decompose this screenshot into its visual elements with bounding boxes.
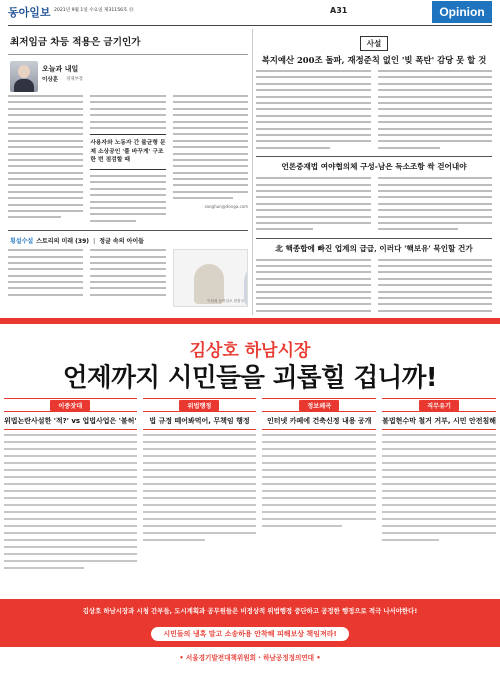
ad-sponsor: • 서울경기발전대책위원회 · 하남공정정의연대 • bbox=[179, 654, 321, 662]
ad-bottom-pill: 시민들의 냉혹 말고 소송하용 안착해 피해보상 책임져라! bbox=[0, 621, 500, 641]
section-badge: Opinion bbox=[432, 1, 492, 23]
ad-bottom-statement: 김상호 하남시장과 시청 간부들, 도시계획과 공무원들은 비정상적 위법행정 중단하고 공정한 행정으로 적극 나서야한다! bbox=[82, 607, 418, 615]
divider bbox=[8, 230, 248, 231]
cartoon-series: 스토리의 미래 bbox=[36, 238, 74, 246]
page-number: A31 bbox=[330, 6, 348, 15]
opinion-column bbox=[8, 29, 248, 315]
ad-top-bar bbox=[0, 318, 500, 324]
ad-category: 정보왜곡 bbox=[262, 398, 376, 412]
ad-bottom-banner bbox=[0, 599, 500, 647]
ad-category: 직무유기 bbox=[382, 398, 496, 412]
cartoon-title-bar: 횡설수설 스토리의 미래 (39) | 정글 속의 아이들 bbox=[10, 238, 144, 246]
cartoon-title: 정글 속의 아이들 bbox=[99, 238, 144, 246]
cartoon-tag: 횡설수설 bbox=[10, 238, 34, 246]
ad-column bbox=[262, 398, 376, 594]
cartoon-episode: (39) bbox=[75, 238, 89, 246]
masthead-divider bbox=[8, 25, 492, 26]
ad-column-headline: 법 규정 떼어봐먹어, 무책임 행정 bbox=[143, 412, 257, 430]
ad-category: 위법행정 bbox=[143, 398, 257, 412]
editorial-tag: 사설 bbox=[256, 29, 492, 51]
column-headline: 최저임금 차등 적용은 금기인가 bbox=[10, 37, 141, 48]
advertisement bbox=[0, 318, 500, 691]
column-text-col bbox=[90, 95, 165, 226]
ad-category: 이중잣대 bbox=[4, 398, 137, 412]
ad-column bbox=[4, 398, 137, 594]
column-text-col bbox=[8, 95, 83, 226]
cartoon-text-col bbox=[90, 249, 165, 307]
editorial-headline-2: 언론중재법 여야협의체 구성-남은 독소조항 싹 걷어내야 bbox=[256, 156, 492, 177]
cartoon-illustration bbox=[173, 249, 248, 307]
author-block bbox=[8, 61, 248, 95]
author-name: 이상훈 bbox=[42, 76, 59, 83]
column-series-name: 오늘과 내일 bbox=[42, 64, 79, 73]
newspaper-logo: 동아일보 bbox=[8, 6, 51, 19]
editorial-headline-1: 복지예산 200조 돌파, 재정준칙 없인 '빚 폭탄' 감당 못 할 것 bbox=[261, 55, 487, 65]
dateline: 2021년 9월 1일 수요일 제31156호 ⑬ bbox=[54, 8, 134, 13]
editorials bbox=[256, 29, 492, 315]
ad-target-name: 김상호 하남시장 bbox=[189, 341, 311, 361]
pull-quote: 사용자와 노동자 간 불균형 문제 소상공인 '풀 바꾸게' 구조 한 번 점검할 때 bbox=[90, 134, 165, 170]
editorial-body-2 bbox=[256, 177, 492, 235]
ad-column-headline: 불법현수막 철거 거부, 시민 안전침해 bbox=[382, 412, 496, 430]
author-email[interactable]: sanghun@donga.com bbox=[204, 203, 248, 209]
ad-columns bbox=[4, 398, 496, 594]
cartoon-body bbox=[8, 249, 248, 307]
cartoon-text-col bbox=[8, 249, 83, 307]
author-photo bbox=[10, 61, 38, 92]
ad-column-headline: 인터넷 카페에 건축신정 내용 공개 bbox=[262, 412, 376, 430]
divider bbox=[8, 54, 248, 55]
column-body bbox=[8, 95, 248, 226]
ad-column-headline: 위법논란사설한 '적?' vs 업법사업은 '불허' bbox=[4, 412, 137, 430]
editorial-headline-3: 北 핵종합에 빠진 업계의 급급, 이러다 '핵보유' 묵인할 건가 bbox=[256, 238, 492, 259]
editorial-body-3 bbox=[256, 259, 492, 315]
author-title: 경제부장 bbox=[66, 76, 83, 82]
column-text-col bbox=[173, 95, 248, 226]
masthead bbox=[8, 4, 492, 24]
column-separator bbox=[252, 29, 253, 315]
ad-column bbox=[143, 398, 257, 594]
ad-column bbox=[382, 398, 496, 594]
cartoon-credit: 이원희 동아일보 편집국 bbox=[207, 299, 244, 304]
editorial-body-1 bbox=[256, 70, 492, 153]
ad-slogan: 언제까지 시민들을 괴롭힐 겁니까! bbox=[62, 363, 438, 393]
